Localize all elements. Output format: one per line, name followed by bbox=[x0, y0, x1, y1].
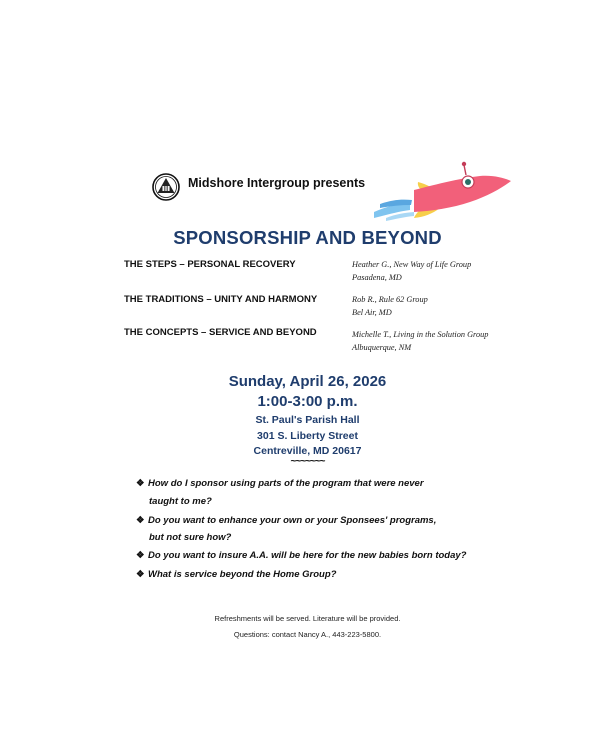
question-item bbox=[136, 569, 336, 580]
session-speaker bbox=[352, 328, 488, 354]
question-item bbox=[136, 515, 436, 526]
session-topic: THE STEPS – PERSONAL RECOVERY bbox=[124, 259, 296, 270]
diamond-bullet-icon: ❖ bbox=[136, 515, 145, 526]
diamond-bullet-icon: ❖ bbox=[136, 478, 145, 489]
speaker-name: Rob R., Rule 62 Group bbox=[352, 295, 428, 304]
section-divider: ~~~~~~~ bbox=[290, 456, 325, 467]
event-date: Sunday, April 26, 2026 bbox=[228, 373, 387, 390]
event-time: 1:00-3:00 p.m. bbox=[257, 393, 358, 410]
speaker-name: Michelle T., Living in the Solution Group bbox=[352, 330, 489, 339]
question-text-continued: but not sure how? bbox=[149, 532, 232, 543]
refreshments-note: Refreshments will be served. Literature will be provided. bbox=[214, 614, 401, 623]
event-street: 301 S. Liberty Street bbox=[257, 430, 358, 442]
speaker-location: Albuquerque, NM bbox=[352, 343, 412, 352]
aa-logo-icon bbox=[152, 173, 180, 201]
session-speaker bbox=[352, 293, 428, 319]
question-text: What is service beyond the Home Group? bbox=[148, 569, 337, 580]
session-topic: THE CONCEPTS – SERVICE AND BEYOND bbox=[124, 327, 317, 338]
session-topic: THE TRADITIONS – UNITY AND HARMONY bbox=[124, 294, 318, 305]
question-text: Do you want to insure A.A. will be here for the new babies born today? bbox=[148, 550, 467, 561]
contact-note: Questions: contact Nancy A., 443-223-5800. bbox=[233, 630, 382, 639]
session-speaker bbox=[352, 258, 471, 284]
question-text: Do you want to enhance your own or your Sponsees' programs, bbox=[148, 515, 437, 526]
event-city: Centreville, MD 20617 bbox=[253, 445, 362, 457]
question-text-continued: taught to me? bbox=[149, 496, 212, 507]
question-text: How do I sponsor using parts of the program that were never bbox=[148, 478, 424, 489]
speaker-location: Bel Air, MD bbox=[352, 308, 392, 317]
event-venue: St. Paul's Parish Hall bbox=[255, 414, 360, 426]
presenter-line: Midshore Intergroup presents bbox=[188, 176, 366, 190]
speaker-name: Heather G., New Way of Life Group bbox=[352, 260, 472, 269]
speaker-location: Pasadena, MD bbox=[352, 273, 402, 282]
diamond-bullet-icon: ❖ bbox=[136, 550, 145, 561]
rocket-icon bbox=[370, 160, 512, 222]
question-item bbox=[136, 550, 466, 561]
event-title: SPONSORSHIP AND BEYOND bbox=[173, 227, 442, 248]
diamond-bullet-icon: ❖ bbox=[136, 569, 145, 580]
question-item bbox=[136, 478, 424, 489]
